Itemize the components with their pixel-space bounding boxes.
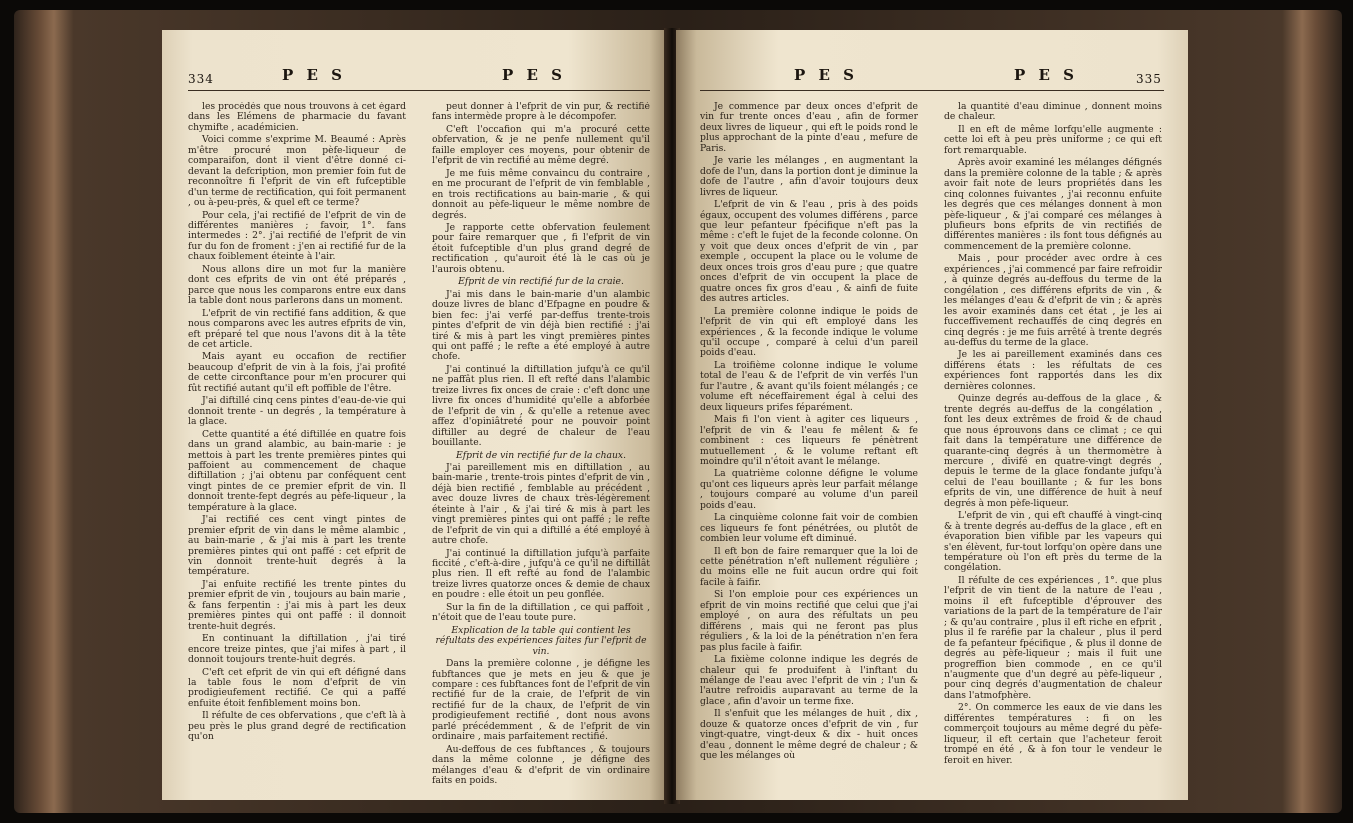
right-page-number: 335 xyxy=(1136,72,1162,86)
paragraph: Il réfulte de ces obfervations , que c'eft là à peu près le plus grand degré de rectification qu'on xyxy=(188,710,406,743)
paragraph: J'ai mis dans le bain-marie d'un alambic douze livres de blanc d'Efpagne en poudre & bien fec: j'ai verfé par-deffus trente-trois pintes d'efprit de vin déjà bien rectifié : j'ai tiré & mis à part les vingt premières pintes qui ont paffé ; le refte a été employé à autre chofe. xyxy=(432,288,650,363)
paragraph: La troifième colonne indique le volume total de l'eau & de l'efprit de vin verfés l'un fur l'autre , & avant qu'ils foient mélangés ; ce volume eft néceffairement égal à celui des deux liqueurs prifes féparément. xyxy=(700,359,918,413)
paragraph: C'eft cet efprit de vin qui eft défigné dans la table fous le nom d'efprit de vin prodigieufement rectifié. Ce qui a paffé enfuite étoit fenfiblement moins bon. xyxy=(188,666,406,709)
paragraph: Nous allons dire un mot fur la manière dont ces efprits de vin ont été préparés , parce que nous les comparons entre eux dans la table dont nous parlerons dans un moment. xyxy=(188,263,406,307)
left-page xyxy=(162,30,670,800)
left-header-word-1: P E S xyxy=(282,66,346,84)
paragraph: J'ai diftillé cinq cens pintes d'eau-de-vie qui donnoit trente - un degrés , la température à la glace. xyxy=(188,395,406,428)
paragraph: Cette quantité a été diftillée en quatre fois dans un grand alambic, au bain-marie : je mettois à part les trente premières pintes qui paffoient au commencement de chaque diftillation ; j'ai obtenu par conféquent cent vingt pintes de ce premier efprit de vin. Il donnoit trente-fept degrés au pèfe-liqueur , la température à la glace. xyxy=(188,428,406,513)
paragraph: J'ai continué la diftillation jufqu'à ce qu'il ne paffât plus rien. Il eft refté dans l'alambic treize livres fix onces de craie : c'eft donc une livre fix onces d'humidité qu'elle a abforbée de l'efprit de vin , & qu'elle a retenue avec affez d'opiniâtreté pour ne pouvoir point diftiller au degré de chaleur de l'eau bouillante. xyxy=(432,363,650,449)
paragraph: Quinze degrés au-deffous de la glace , & trente degrés au-deffus de la congélation , font les deux extrêmes de froid & de chaud que nous éprouvons dans ce climat ; ce qui fait dans la température une différence de quarante-cinq degrés à un thermomètre à mercure , divifé en quatre-vingt degrés , depuis le terme de la glace fondante jufqu'à celui de l'eau bouillante ; & fur les bons efprits de vin, une différence de huit à neuf degrés à mon pèfe-liqueur. xyxy=(944,393,1162,509)
section-heading: Efprit de vin rectifié fur de la craie. xyxy=(458,276,624,288)
paragraph: La quatrième colonne défigne le volume qu'ont ces liqueurs après leur parfait mélange , toujours comparé au volume d'un pareil poids d'eau. xyxy=(700,468,918,511)
section-heading: Explication de la table qui contient les réfultats des expériences faites fur l'efprit de vin. xyxy=(435,624,647,657)
paragraph: Après avoir examiné les mélanges défignés dans la première colonne de la table ; & après avoir fait note de leurs propriétés dans les cinq colonnes fuivantes , j'ai reconnu enfuite les degrés que ces mélanges donnent à mon pèfe-liqueur , & j'ai comparé ces mélanges à plufieurs bons efprits de vin rectifiés de différentes manières : ils font tous défignés au commencement de la première colonne. xyxy=(944,157,1162,252)
paragraph: J'ai rectifié ces cent vingt pintes de premier efprit de vin dans le même alambic , au bain-marie , & j'ai mis à part les trente premières pintes qui ont paffé : cet efprit de vin donnoit trente-huit degrés à la température. xyxy=(188,514,406,578)
paragraph: L'efprit de vin & l'eau , pris à des poids égaux, occupent des volumes différens , parce que leur pefanteur fpécifique n'eft pas la même : c'eft le fujet de la feconde colonne. On y voit que deux onces d'efprit de vin , par exemple , occupent la place ou le volume de deux onces trois gros d'eau pure ; que quatre onces d'efprit de vin occupent la place de quatre onces fix gros d'eau , & ainfi de fuite des autres articles. xyxy=(700,199,918,305)
right-page xyxy=(676,30,1188,800)
paragraph: Sur la fin de la diftillation , ce qui paffoit , n'étoit que de l'eau toute pure. xyxy=(432,601,650,624)
paragraph: La cinquième colonne fait voir de combien ces liqueurs fe font pénétrées, ou plutôt de combien leur volume eft diminué. xyxy=(700,512,918,545)
paragraph: Pour cela, j'ai rectifié de l'efprit de vin de différentes manières ; favoir, 1°. fans intermedes : 2°. j'ai rectifié de l'efprit de vin fur du fon de froment : j'en ai rectifié fur de la chaux foiblement éteinte à l'air. xyxy=(188,209,406,263)
paragraph: Il réfulte de ces expériences , 1°. que plus l'efprit de vin tient de la nature de l'eau , moins il eft fufceptible d'éprouver des variations de la part de la température de l'air ; & qu'au contraire , plus il eft riche en efprit , plus il fe raréfie par la chaleur , plus il perd de fa pefanteur fpécifique , & plus il donne de degrés au pèfe-liqueur ; mais il fuit une progreffion bien commode , en ce qu'il n'augmente que d'un degré au pèfe-liqueur , pour cinq degrés d'augmentation de chaleur dans l'atmofphère. xyxy=(944,574,1162,701)
paragraph: Il s'enfuit que les mélanges de huit , dix , douze & quatorze onces d'efprit de vin , fur vingt-quatre, vingt-deux & dix - huit onces d'eau , donnent le même degré de chaleur ; & que les mélanges où xyxy=(700,708,918,762)
right-column-2 xyxy=(944,102,1162,792)
paragraph: Au-deffous de ces fubftances , & toujours dans la même colonne , je défigne des mélanges d'eau & d'efprit de vin ordinaire faits en poids. xyxy=(432,743,650,787)
paragraph: J'ai pareillement mis en diftillation , au bain-marie , trente-trois pintes d'efprit de vin , déjà bien rectifié , femblable au précédent , avec douze livres de chaux très-légèrement éteinte à l'air , & j'ai tiré & mis à part les vingt premières pintes qui ont paffé ; le refte de l'efprit de vin qui a diftillé a été employé à autre chofe. xyxy=(432,461,650,547)
left-column-2 xyxy=(432,102,650,792)
right-column-1 xyxy=(700,102,918,792)
paragraph: 2°. On commerce les eaux de vie dans les différentes températures : fi on les commerçoit toujours au même degré du pèfe-liqueur, il eft certain que l'acheteur feroit trompé en été , & à fon tour le vendeur le feroit en hiver. xyxy=(944,702,1162,766)
paragraph: La fixième colonne indique les degrés de chaleur qui fe produifent à l'inftant du mélange de l'eau avec l'efprit de vin ; l'un & l'autre refroidis auparavant au terme de la glace , afin d'avoir un terme fixe. xyxy=(700,654,918,707)
section-heading: Efprit de vin rectifié fur de la chaux. xyxy=(456,449,626,461)
paragraph: les procédés que nous trouvons à cet égard dans les Elémens de pharmacie du favant chymifte , académicien. xyxy=(188,102,406,133)
paragraph: Mais , pour procéder avec ordre à ces expériences , j'ai commencé par faire refroidir , à quinze degrés au-deffous du terme de la congélation , ces différens efprits de vin , & les mélanges d'eau & d'efprit de vin ; & après les avoir examinés dans cet état , je les ai fucceffivement rechauffés de cinq degrés en cinq degrés : je me fuis arrêté à trente degrés au-deffus du terme de la glace. xyxy=(944,253,1162,348)
paragraph: Si l'on emploie pour ces expériences un efprit de vin moins rectifié que celui que j'ai employé , on aura des réfultats un peu différens , mais qui ne feront pas plus réguliers , & la loi de la pénétration n'en fera pas plus facile à faifir. xyxy=(700,589,918,653)
paragraph: Je commence par deux onces d'efprit de vin fur trente onces d'eau , afin de former deux livres de liqueur , qui eft le poids rond le plus approchant de la pinte d'eau , mefure de Paris. xyxy=(700,102,918,154)
paragraph: Je me fuis même convaincu du contraire , en me procurant de l'efprit de vin femblable , en trois rectifications au bain-marie , & qui donnoit au pèfe-liqueur le même nombre de degrés. xyxy=(432,167,650,221)
paragraph: Je varie les mélanges , en augmentant la dofe de l'un, dans la portion dont je diminue la dofe de l'autre , afin d'avoir toujours deux livres de liqueur. xyxy=(700,155,918,198)
right-header-word-1: P E S xyxy=(794,66,858,84)
paragraph: Voici comme s'exprime M. Beaumé : Après m'être procuré mon pèfe-liqueur de comparaifon, dont il vient d'être donné ci-devant la defcription, mon premier foin fut de reconnoître fi l'efprit de vin eft fufceptible d'un terme de rectification, qui foit permanent , ou à-peu-près, & quel eft ce terme? xyxy=(188,134,406,209)
paragraph: Il eft bon de faire remarquer que la loi de cette pénétration n'eft nullement régulière ; du moins elle ne fuit aucun ordre qui foit facile à faifir. xyxy=(700,545,918,588)
paragraph: L'efprit de vin , qui eft chauffé à vingt-cinq & à trente degrés au-deffus de la glace , eft en évaporation bien vifible par les vapeurs qui s'en élèvent, fur-tout lorfqu'on opère dans une température où l'on eft près du terme de la congélation. xyxy=(944,510,1162,574)
right-header-word-2: P E S xyxy=(1014,66,1078,84)
paragraph: En continuant la diftillation , j'ai tiré encore treize pintes, que j'ai mifes à part , il donnoit toujours trente-huit degrés. xyxy=(188,633,406,666)
paragraph: Il en eft de même lorfqu'elle augmente : cette loi eft à peu près uniforme ; ce qui eft fort remarquable. xyxy=(944,123,1162,156)
paragraph: Je rapporte cette obfervation feulement pour faire remarquer que , fi l'efprit de vin étoit fufceptible d'un plus grand degré de rectification , qu'auroit été là le cas où je l'aurois obtenu. xyxy=(432,221,650,275)
paragraph: Mais ayant eu occafion de rectifier beaucoup d'efprit de vin à la fois, j'ai profité de cette circonftance pour m'en procurer qui fût rectifié autant qu'il eft poffible de l'être. xyxy=(188,351,406,394)
right-header-rule xyxy=(700,90,1164,91)
left-page-number: 334 xyxy=(188,72,214,86)
paragraph: C'eft l'occafion qui m'a procuré cette obfervation, & je ne penfe nullement qu'il faille employer ces moyens, pour obtenir de l'efprit de vin rectifié au même degré. xyxy=(432,123,650,167)
paragraph: peut donner à l'efprit de vin pur, & rectifié fans intermède propre à le décompofer. xyxy=(432,102,650,123)
left-header-rule xyxy=(188,90,650,91)
paragraph: Mais fi l'on vient à agiter ces liqueurs , l'efprit de vin & l'eau fe mêlent & fe combinent : ces liqueurs fe pénètrent mutuellement , & le volume reftant eft moindre qu'il n'étoit avant le mélange. xyxy=(700,414,918,467)
paragraph: Je les ai pareillement examinés dans ces différens états : les réfultats de ces expériences font rapportés dans les dix dernières colonnes. xyxy=(944,349,1162,392)
left-header-word-2: P E S xyxy=(502,66,566,84)
paragraph: L'efprit de vin rectifié fans addition, & que nous comparons avec les autres efprits de vin, eft préparé tel que nous l'avons dit à la tête de cet article. xyxy=(188,307,406,350)
paragraph: J'ai enfuite rectifié les trente pintes du premier efprit de vin , toujours au bain marie , & fans ferpentin : j'ai mis à part les deux premières pintes qui ont paffé : il donnoit trente-huit degrés. xyxy=(188,578,406,632)
left-column-1 xyxy=(188,102,406,792)
paragraph: La première colonne indique le poids de l'efprit de vin qui eft employé dans les expériences , & la feconde indique le volume qu'il occupe , comparé à celui d'un pareil poids d'eau. xyxy=(700,305,918,359)
paragraph: J'ai continué la diftillation jufqu'à parfaite ficcité , c'eft-à-dire , jufqu'à ce qu'il ne diftillât plus rien. Il eft refté au fond de l'alambic treize livres quatorze onces & demie de chaux en poudre : elle étoit un peu gonflée. xyxy=(432,547,650,601)
paragraph: Dans la première colonne , je défigne les fubftances que je mets en jeu & que je compare : ces fubftances font de l'efprit de vin rectifié fur de la craie, de l'efprit de vin rectifié fur de la chaux, de l'efprit de vin prodigieufement rectifié , dont nous avons parlé précédemment , & de l'efprit de vin ordinaire , mais parfaitement rectifié. xyxy=(432,658,650,743)
paragraph: la quantité d'eau diminue , donnent moins de chaleur. xyxy=(944,102,1162,123)
